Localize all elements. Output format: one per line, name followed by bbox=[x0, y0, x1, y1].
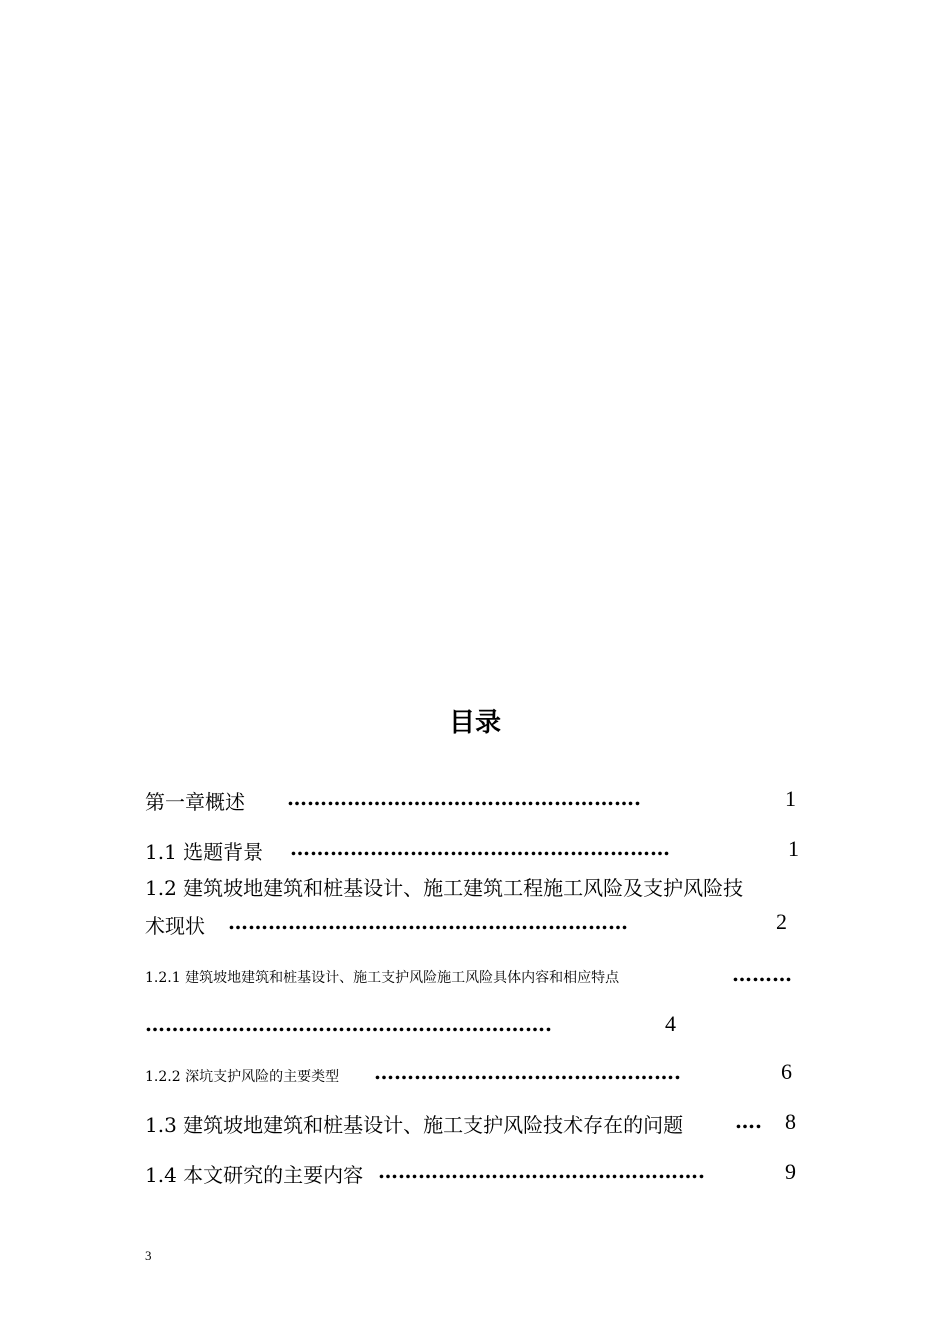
toc-leader-dots: …. bbox=[735, 1109, 762, 1133]
toc-leader-dots: ……… bbox=[732, 962, 792, 986]
toc-page-number: 1 bbox=[788, 836, 799, 861]
toc-page-number: 8 bbox=[785, 1109, 796, 1134]
toc-page-number: 1 bbox=[785, 786, 796, 811]
toc-entry-label[interactable]: 1.1 选题背景 bbox=[145, 840, 264, 864]
toc-page-number: 6 bbox=[781, 1059, 792, 1084]
toc-entry-label[interactable]: 1.3 建筑坡地建筑和桩基设计、施工支护风险技术存在的问题 bbox=[145, 1113, 684, 1137]
toc-entry-label[interactable]: 1.2 建筑坡地建筑和桩基设计、施工建筑工程施工风险及支护风险技 bbox=[145, 876, 744, 900]
toc-page-number: 9 bbox=[785, 1159, 796, 1184]
page-number-footer: 3 bbox=[145, 1248, 152, 1263]
toc-entry-label[interactable]: 1.4 本文研究的主要内容 bbox=[145, 1163, 364, 1187]
toc-entry-label[interactable]: 1.2.1 建筑坡地建筑和桩基设计、施工支护风险施工风险具体内容和相应特点 bbox=[145, 970, 620, 986]
toc-leader-dots: ……………………….……………………. bbox=[287, 786, 641, 810]
toc-entry-label[interactable]: 第一章概述 bbox=[145, 790, 245, 814]
toc-leader-dots: ………………………………………………… bbox=[290, 836, 670, 860]
toc-leader-dots: ……………………………………………………. bbox=[145, 1012, 552, 1036]
toc-leader-dots: …………………………………………. bbox=[378, 1159, 705, 1183]
toc-leader-dots: ………………………………………. bbox=[374, 1060, 681, 1084]
toc-title: 目录 bbox=[448, 708, 501, 738]
toc-page-number: 4 bbox=[665, 1011, 676, 1036]
toc-entry-label-continued[interactable]: 术现状 bbox=[145, 914, 205, 938]
toc-page-number: 2 bbox=[776, 909, 787, 934]
toc-leader-dots: …………………………………………………… bbox=[228, 910, 628, 934]
toc-entry-label[interactable]: 1.2.2 深坑支护风险的主要类型 bbox=[145, 1069, 340, 1085]
